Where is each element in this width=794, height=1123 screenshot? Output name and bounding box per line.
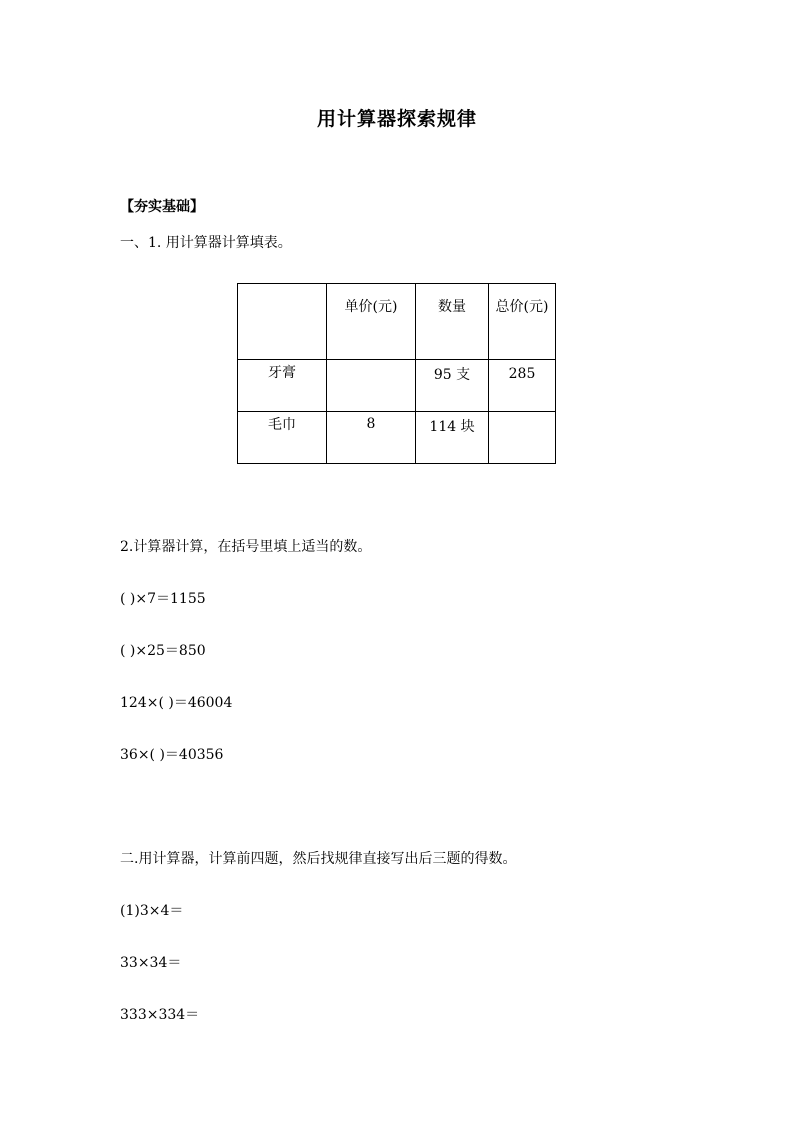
table-cell: 95 支 [416, 360, 489, 412]
question-2-item: ( )×25＝850 [120, 643, 206, 659]
part-2-item: (1)3×4＝ [120, 903, 184, 919]
table-cell [327, 360, 416, 412]
section-heading-basic: 【夯实基础】 [120, 199, 204, 215]
table-cell: 毛巾 [238, 412, 327, 464]
table-header-cell: 数量 [416, 284, 489, 360]
table-cell: 牙膏 [238, 360, 327, 412]
question-2-item: 36×( )＝40356 [120, 747, 224, 763]
table-row [238, 360, 556, 412]
table-cell: 285 [489, 360, 556, 412]
part-2-item: 33×34＝ [120, 955, 182, 971]
page-title: 用计算器探索规律 [316, 108, 477, 130]
part-2-item: 333×334＝ [120, 1007, 200, 1023]
table-cell: 8 [327, 412, 416, 464]
question-2-prompt: 2.计算器计算，在括号里填上适当的数。 [120, 539, 372, 555]
table-header-cell: 单价(元) [327, 284, 416, 360]
table-header-cell: 总价(元) [489, 284, 556, 360]
table-cell: 114 块 [416, 412, 489, 464]
question-2-item: ( )×7＝1155 [120, 591, 206, 607]
question-1-prompt: 一、1. 用计算器计算填表。 [120, 235, 292, 251]
table-header-row [238, 284, 556, 360]
question-2-item: 124×( )＝46004 [120, 695, 233, 711]
table-cell [489, 412, 556, 464]
table-row [238, 412, 556, 464]
price-table [237, 283, 556, 464]
table-header-cell [238, 284, 327, 360]
part-2-prompt: 二.用计算器，计算前四题，然后找规律直接写出后三题的得数。 [120, 851, 517, 867]
